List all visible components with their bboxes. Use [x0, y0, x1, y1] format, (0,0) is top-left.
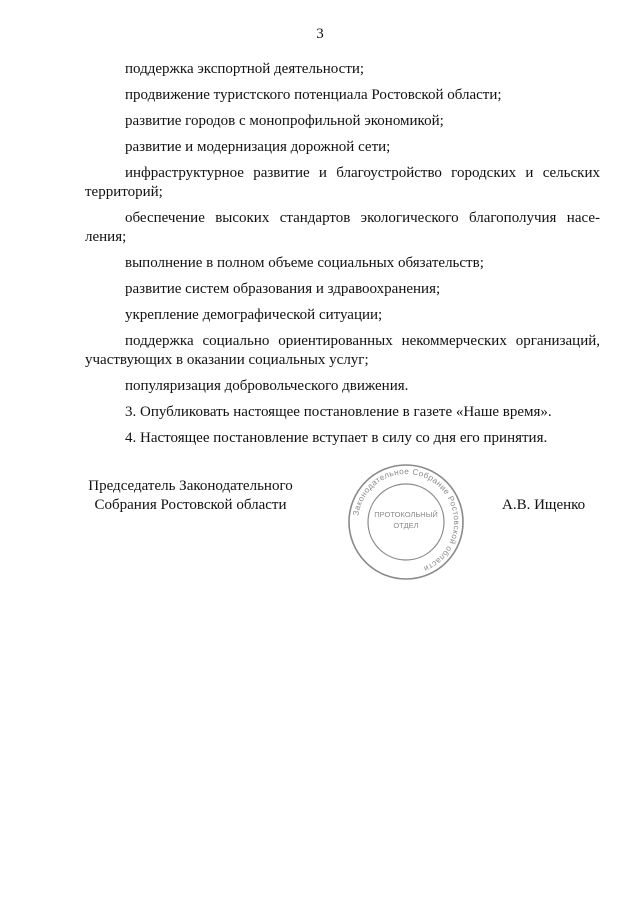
document-body: [85, 60, 600, 455]
signatory-title-line1: Председатель Законодательного: [88, 478, 293, 494]
list-item-ecology: обеспечение высоких стандартов экологического благополучия насе-ления;: [85, 210, 600, 245]
list-item-roads: развитие и модернизация дорожной сети;: [125, 139, 391, 155]
signatory-title-line2: Собрания Ростовской области: [94, 497, 287, 513]
stamp-center-line1: ПРОТОКОЛЬНЫЙ: [374, 510, 438, 519]
list-item-infrastructure: инфраструктурное развитие и благоустройство городских и сельских территорий;: [85, 165, 600, 200]
list-item-tourism: продвижение туристского потенциала Ростовской области;: [125, 87, 502, 103]
list-item-social-obligations: выполнение в полном объеме социальных обязательств;: [125, 255, 484, 271]
list-item-education-health: развитие систем образования и здравоохранения;: [125, 281, 441, 297]
page-number: 3: [316, 26, 324, 42]
clause-publish: 3. Опубликовать настоящее постановление в газете «Наше время».: [125, 404, 552, 420]
list-item-monotowns: развитие городов с монопрофильной экономикой;: [125, 113, 444, 129]
signatory-title: [78, 477, 303, 515]
list-item-export: поддержка экспортной деятельности;: [125, 61, 365, 77]
stamp-center-line2: ОТДЕЛ: [393, 521, 419, 530]
clause-effective: 4. Настоящее постановление вступает в силу со дня его принятия.: [125, 430, 548, 446]
official-stamp: [341, 462, 471, 582]
list-item-nko: поддержка социально ориентированных некоммерческих организаций, участвующих в оказании социальных услуг;: [85, 333, 600, 368]
list-item-volunteering: популяризация добровольческого движения.: [125, 378, 409, 394]
signatory-name: А.В. Ищенко: [502, 497, 586, 513]
list-item-demography: укрепление демографической ситуации;: [125, 307, 383, 323]
stamp-ring-text: Законодательное Собрание Ростовской области: [351, 466, 462, 574]
